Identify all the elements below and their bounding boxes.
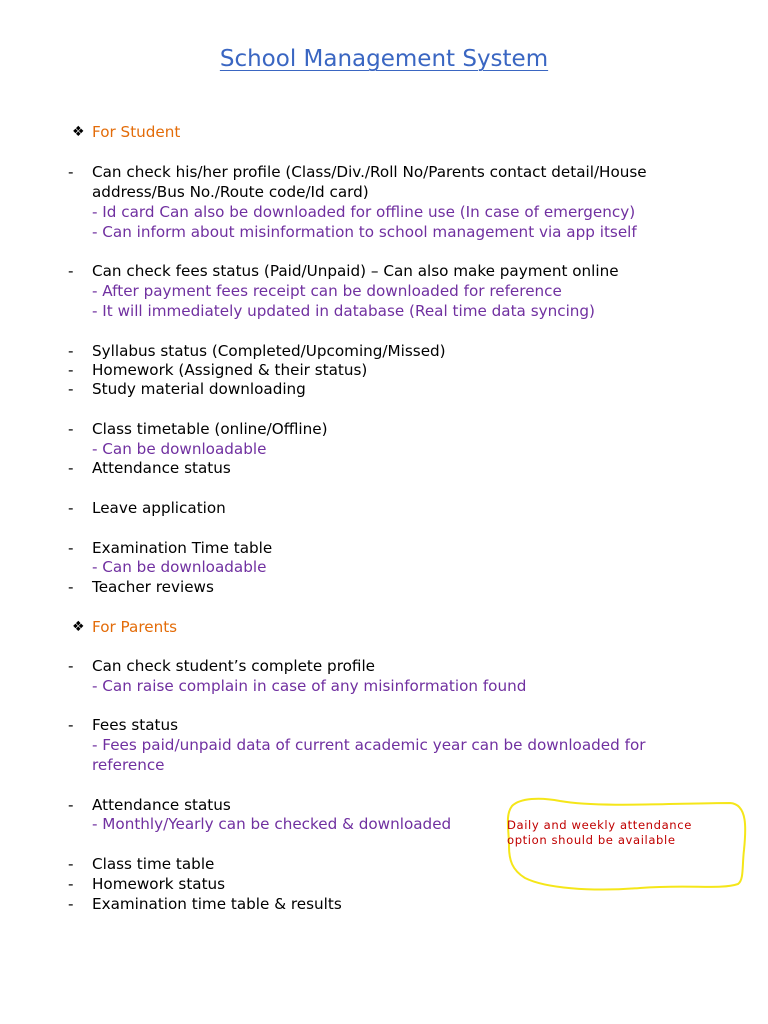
item-text: Teacher reviews (92, 578, 214, 596)
item-text: Can check his/her profile (Class/Div./Roll No/Parents contact detail/House (92, 163, 647, 181)
dash-bullet: - (68, 875, 74, 893)
item-text: Homework status (92, 875, 226, 893)
item-text: Homework (Assigned & their status) (92, 361, 368, 379)
dash-bullet: - (68, 657, 74, 675)
diamond-bullet-icon: ❖ (72, 124, 85, 140)
dash-bullet: - (68, 499, 74, 517)
dash-bullet: - (68, 380, 74, 398)
item-text: address/Bus No./Route code/Id card) (92, 183, 369, 201)
sub-item-text: - Can inform about misinformation to school management via app itself (92, 223, 637, 241)
sub-item-text: - It will immediately updated in database (Real time data syncing) (92, 302, 595, 320)
item-text: Leave application (92, 499, 226, 517)
annotation-line: Daily and weekly attendance (507, 818, 692, 832)
item-text: Attendance status (92, 796, 231, 814)
sub-item-text: - Fees paid/unpaid data of current academic year can be downloaded for (92, 736, 646, 754)
item-text: Can check student’s complete profile (92, 657, 376, 675)
document-title: School Management System (219, 46, 549, 72)
sub-item-text: - Can be downloadable (92, 440, 267, 458)
dash-bullet: - (68, 420, 74, 438)
item-text: Syllabus status (Completed/Upcoming/Missed) (92, 342, 446, 360)
item-text: Attendance status (92, 459, 231, 477)
dash-bullet: - (68, 262, 74, 280)
dash-bullet: - (68, 539, 74, 557)
sub-item-text: - After payment fees receipt can be downloaded for reference (92, 282, 562, 300)
annotation-note (507, 818, 692, 848)
item-text: Examination Time table (92, 539, 273, 557)
item-text: Can check fees status (Paid/Unpaid) – Can also make payment online (92, 262, 619, 280)
student-heading-text: For Student (92, 123, 181, 141)
diamond-bullet-icon: ❖ (72, 619, 85, 635)
sub-item-text: - Monthly/Yearly can be checked & downloaded (92, 815, 452, 833)
dash-bullet: - (68, 855, 74, 873)
item-text: Examination time table & results (92, 895, 342, 913)
dash-bullet: - (68, 895, 74, 913)
dash-bullet: - (68, 578, 74, 596)
item-text: Class timetable (online/Offline) (92, 420, 328, 438)
dash-bullet: - (68, 361, 74, 379)
dash-bullet: - (68, 163, 74, 181)
dash-bullet: - (68, 459, 74, 477)
item-text: Fees status (92, 716, 179, 734)
sub-item-text: - Can be downloadable (92, 558, 267, 576)
dash-bullet: - (68, 342, 74, 360)
item-text: Study material downloading (92, 380, 306, 398)
annotation-line: option should be available (507, 833, 676, 847)
sub-item-text: reference (92, 756, 165, 774)
sub-item-text: - Can raise complain in case of any misinformation found (92, 677, 527, 695)
item-text: Class time table (92, 855, 215, 873)
dash-bullet: - (68, 716, 74, 734)
parents-heading-text: For Parents (92, 618, 178, 636)
dash-bullet: - (68, 796, 74, 814)
sub-item-text: - Id card Can also be downloaded for offline use (In case of emergency) (92, 203, 636, 221)
